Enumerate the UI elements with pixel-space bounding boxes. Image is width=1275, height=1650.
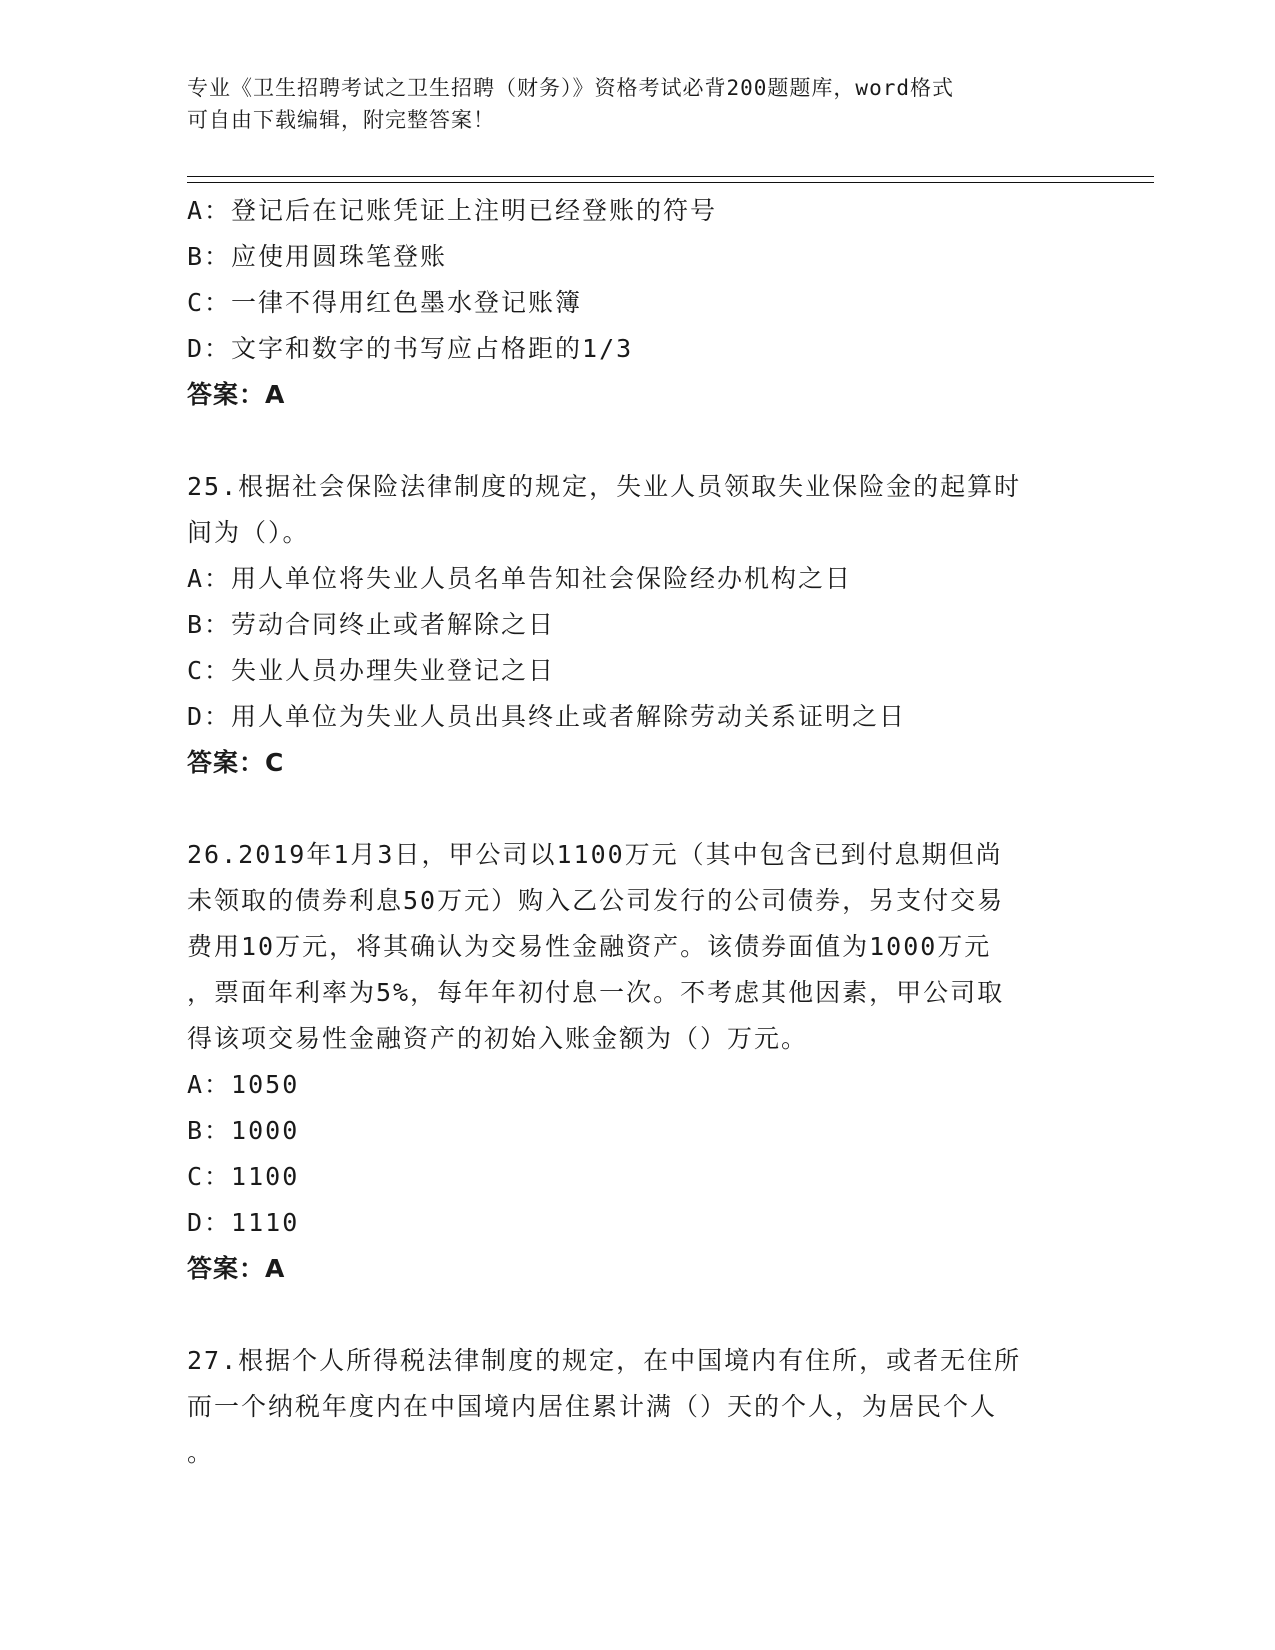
option-b: B：应使用圆珠笔登账 — [187, 242, 448, 271]
question-list — [187, 188, 1087, 1476]
spacer — [187, 418, 1087, 464]
spacer — [187, 1292, 1087, 1338]
option-a: A：用人单位将失业人员名单告知社会保险经办机构之日 — [187, 564, 853, 593]
question-stem-line: 。 — [187, 1438, 215, 1467]
header-line-1: 专业《卫生招聘考试之卫生招聘（财务）》资格考试必背200题题库，word格式 — [187, 76, 954, 100]
question-25 — [187, 464, 1087, 786]
header-divider-bottom — [187, 182, 1154, 183]
option-c: C：1100 — [187, 1162, 300, 1191]
option-c: C：一律不得用红色墨水登记账簿 — [187, 288, 583, 317]
question-stem-line: 得该项交易性金融资产的初始入账金额为（）万元。 — [187, 1024, 809, 1053]
option-d: D：1110 — [187, 1208, 300, 1237]
answer: 答案：C — [187, 748, 285, 777]
question-stem-line: 未领取的债券利息50万元）购入乙公司发行的公司债券，另支付交易 — [187, 886, 1005, 915]
question-24 — [187, 188, 1087, 418]
document-header — [187, 72, 1067, 136]
question-stem-line: ，票面年利率为5%，每年年初付息一次。不考虑其他因素，甲公司取 — [187, 978, 1005, 1007]
question-27 — [187, 1338, 1087, 1476]
option-a: A：登记后在记账凭证上注明已经登账的符号 — [187, 196, 718, 225]
question-stem-line: 27.根据个人所得税法律制度的规定，在中国境内有住所，或者无住所 — [187, 1346, 1022, 1375]
option-b: B：劳动合同终止或者解除之日 — [187, 610, 556, 639]
option-a: A：1050 — [187, 1070, 300, 1099]
question-stem-line: 间为（）。 — [187, 518, 310, 547]
question-stem-line: 而一个纳税年度内在中国境内居住累计满（）天的个人，为居民个人 — [187, 1392, 998, 1421]
answer: 答案：A — [187, 380, 286, 409]
question-stem-line: 26.2019年1月3日，甲公司以1100万元（其中包含已到付息期但尚 — [187, 840, 1003, 869]
question-stem-line: 费用10万元，将其确认为交易性金融资产。该债券面值为1000万元 — [187, 932, 992, 961]
header-line-2: 可自由下载编辑，附完整答案！ — [187, 108, 495, 132]
answer: 答案：A — [187, 1254, 286, 1283]
question-26 — [187, 832, 1087, 1292]
question-stem-line: 25.根据社会保险法律制度的规定，失业人员领取失业保险金的起算时 — [187, 472, 1022, 501]
option-c: C：失业人员办理失业登记之日 — [187, 656, 556, 685]
option-d: D：文字和数字的书写应占格距的1/3 — [187, 334, 634, 363]
header-divider-top — [187, 176, 1154, 177]
option-d: D：用人单位为失业人员出具终止或者解除劳动关系证明之日 — [187, 702, 907, 731]
spacer — [187, 786, 1087, 832]
option-b: B：1000 — [187, 1116, 300, 1145]
